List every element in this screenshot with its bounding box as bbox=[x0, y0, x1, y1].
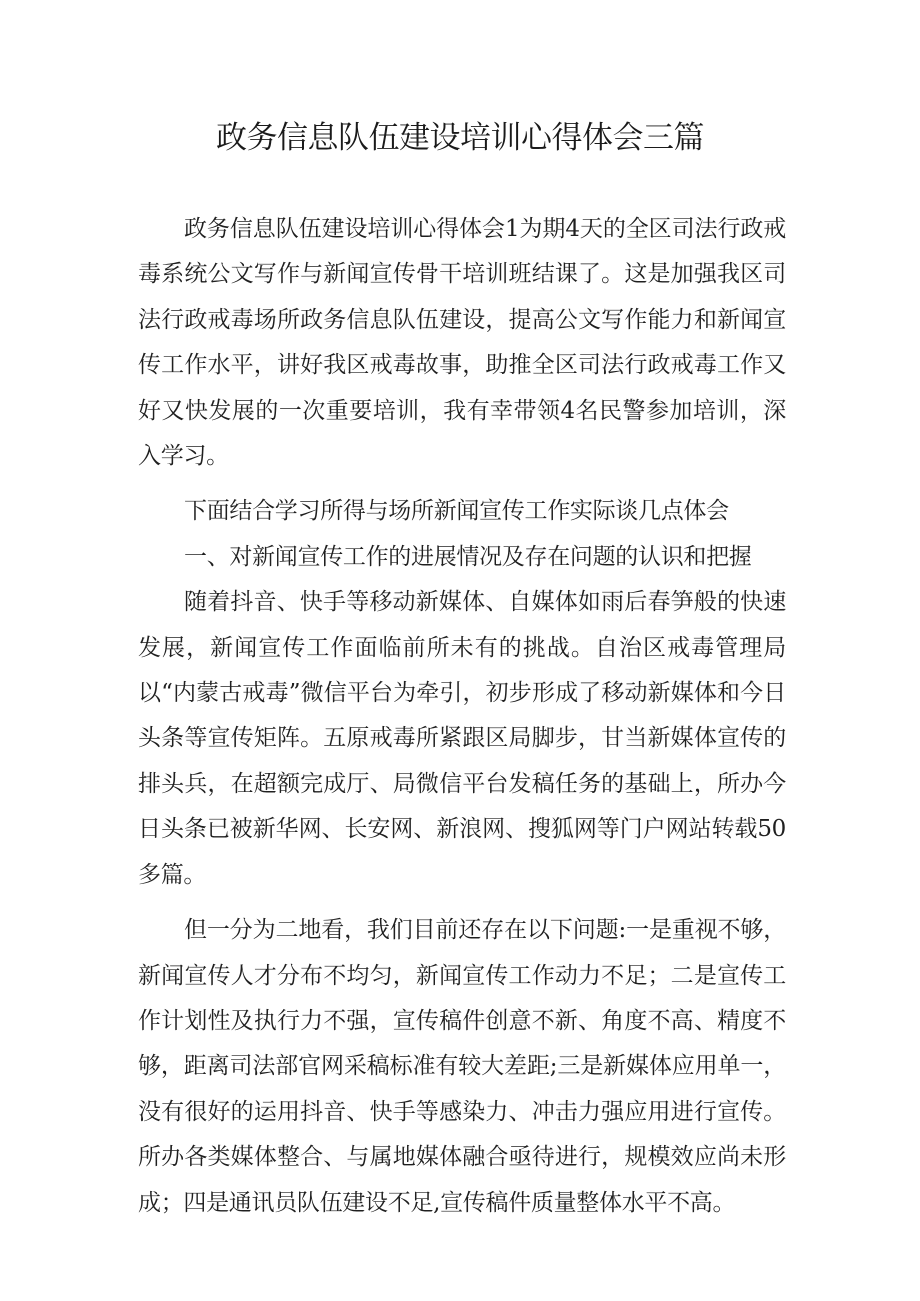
paragraph-progress: 随着抖音、快手等移动新媒体、自媒体如雨后春笋般的快速发展，新闻宣传工作面临前所未有的挑战。自治区戒毒管理局以“内蒙古戒毒”微信平台为牵引，初步形成了移动新媒体和今日头条等宣传矩阵。五原戒毒所紧跟区局脚步，甘当新媒体宣传的排头兵，在超额完成厅、局微信平台发稿任务的基础上，所办今日头条已被新华网、长安网、新浪网、搜狐网等门户网站转载50多篇。 bbox=[138, 589, 786, 888]
section-heading-1: 一、对新闻宣传工作的进展情况及存在问题的认识和把握 bbox=[184, 543, 752, 570]
paragraph-lead-in: 下面结合学习所得与场所新闻宣传工作实际谈几点体会 bbox=[184, 498, 729, 525]
paragraph-problems: 但一分为二地看，我们目前还存在以下问题:一是重视不够，新闻宣传人才分布不均匀，新闻宣传工作动力不足；二是宣传工作计划性及执行力不强，宣传稿件创意不新、角度不高、精度不够，距离司法部官网采稿标准有较大差距;三是新媒体应用单一，没有很好的运用抖音、快手等感染力、冲击力强应用进行宣传。所办各类媒体整合、与属地媒体融合亟待进行，规模效应尚未形成；四是通讯员队伍建设不足,宣传稿件质量整体水平不高。 bbox=[138, 917, 786, 1216]
document-body bbox=[138, 207, 786, 1236]
paragraph-intro: 政务信息队伍建设培训心得体会1为期4天的全区司法行政戒毒系统公文写作与新闻宣传骨干培训班结课了。这是加强我区司法行政戒毒场所政务信息队伍建设，提高公文写作能力和新闻宣传工作水平，讲好我区戒毒故事，助推全区司法行政戒毒工作又好又快发展的一次重要培训，我有幸带领4名民警参加培训，深入学习。 bbox=[138, 216, 786, 470]
document-title: 政务信息队伍建设培训心得体会三篇 bbox=[216, 120, 704, 156]
